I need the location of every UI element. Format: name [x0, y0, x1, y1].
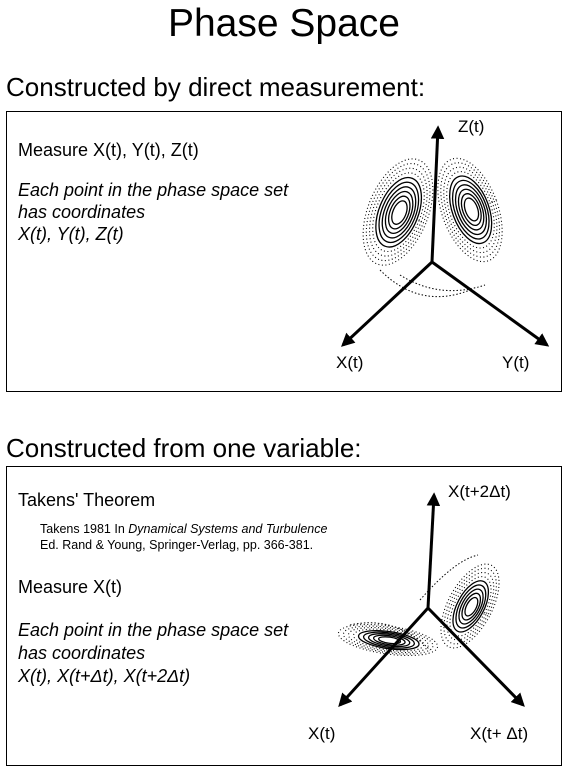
x-t-plus-dt-axis-label: X(t+ Δt): [470, 724, 529, 743]
x-t-axis-label: X(t): [308, 724, 336, 743]
x-axis-arrow: [343, 262, 432, 345]
attractor-left-lobe-loop: [376, 182, 423, 243]
page-title: Phase Space: [167, 2, 400, 45]
section2-desc-line-3: X(t), X(t+Δt), X(t+2Δt): [18, 666, 191, 686]
z-axis-label: Z(t): [458, 117, 485, 136]
xyz-axes: [343, 128, 547, 345]
measure-xyz-text: Measure X(t), Y(t), Z(t): [18, 140, 199, 160]
attractor-left-lobe-loop: [371, 177, 426, 249]
attractor-left-lobe-loop: [384, 193, 414, 232]
citation-book-title: Dynamical Systems and Turbulence: [128, 522, 328, 536]
x-t-plus-2dt-axis-label: X(t+2Δt): [448, 482, 511, 501]
x-axis-label: X(t): [336, 353, 364, 372]
lorenz-attractor-3d: [349, 149, 515, 297]
attractor-lower-lobe-loop: [337, 619, 440, 661]
section2-desc-line-1: Each point in the phase space set: [18, 620, 289, 640]
citation-author-year: Takens 1981 In: [40, 522, 129, 536]
section1-heading: Constructed by direct measurement:: [6, 72, 426, 102]
attractor-bottom-tail: [380, 270, 470, 297]
delay-embedded-attractor: [337, 555, 511, 661]
section2-desc-line-2: has coordinates: [18, 643, 146, 663]
y-axis-arrow: [432, 262, 547, 345]
section1-desc-line-2: has coordinates: [18, 202, 146, 222]
takens-theorem-label: Takens' Theorem: [18, 490, 156, 510]
attractor-left-lobe-loop: [358, 160, 439, 264]
delay-axes: [340, 495, 523, 705]
x-t-plus-2dt-axis-arrow: [428, 495, 434, 608]
citation-line-2: Ed. Rand & Young, Springer-Verlag, pp. 366-381.: [40, 538, 314, 552]
attractor-bottom-tail: [400, 275, 485, 291]
measure-x-text: Measure X(t): [18, 577, 123, 597]
section1-desc-line-3: X(t), Y(t), Z(t): [18, 224, 124, 244]
section1-desc-line-1: Each point in the phase space set: [18, 180, 289, 200]
attractor-right-lobe-loop: [425, 150, 515, 271]
z-axis-arrow: [432, 128, 438, 262]
y-axis-label: Y(t): [502, 353, 530, 372]
attractor-right-lobe-loop: [445, 176, 496, 244]
attractor-upper-lobe-loop: [437, 565, 503, 647]
x-t-axis-arrow: [340, 608, 428, 705]
attractor-upper-lobe-loop: [446, 575, 496, 637]
attractor-left-lobe-loop: [367, 171, 431, 254]
attractor-upper-lobe-loop: [429, 555, 511, 657]
section2-heading: Constructed from one variable:: [6, 433, 362, 463]
attractor-left-lobe-loop: [362, 165, 434, 258]
attractor-upper-lobe-loop: [433, 560, 507, 652]
